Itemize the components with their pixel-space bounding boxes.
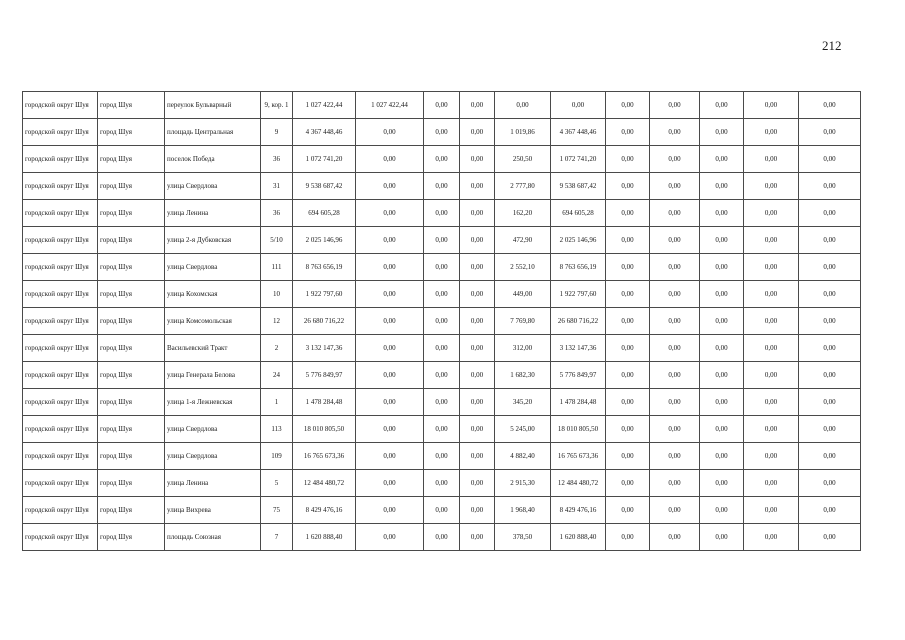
amount-cell: 0,00: [606, 308, 650, 335]
amount-cell: 1 620 888,40: [293, 524, 356, 551]
amount-cell: 4 367 448,46: [551, 119, 606, 146]
table-row: [23, 416, 861, 443]
amount-cell: 0,00: [356, 362, 424, 389]
municipality-cell: городской округ Шуя: [23, 443, 98, 470]
housing-registry-table: [22, 91, 861, 551]
amount-cell: 0,00: [700, 389, 744, 416]
amount-cell: 0,00: [700, 470, 744, 497]
amount-cell: 0,00: [460, 470, 495, 497]
house-number-cell: 109: [261, 443, 293, 470]
amount-cell: 0,00: [744, 146, 799, 173]
amount-cell: 0,00: [356, 281, 424, 308]
municipality-cell: городской округ Шуя: [23, 497, 98, 524]
municipality-cell: городской округ Шуя: [23, 200, 98, 227]
amount-cell: 0,00: [700, 497, 744, 524]
amount-cell: 0,00: [460, 335, 495, 362]
amount-cell: 0,00: [744, 173, 799, 200]
amount-cell: 1 072 741,20: [551, 146, 606, 173]
city-cell: город Шуя: [98, 362, 165, 389]
amount-cell: 4 882,40: [495, 443, 551, 470]
house-number-cell: 9: [261, 119, 293, 146]
amount-cell: 16 765 673,36: [293, 443, 356, 470]
house-number-cell: 111: [261, 254, 293, 281]
table-row: [23, 308, 861, 335]
amount-cell: 0,00: [700, 119, 744, 146]
amount-cell: 0,00: [606, 119, 650, 146]
amount-cell: 0,00: [799, 254, 861, 281]
amount-cell: 0,00: [460, 389, 495, 416]
amount-cell: 0,00: [744, 308, 799, 335]
amount-cell: 2 025 146,96: [551, 227, 606, 254]
amount-cell: 0,00: [460, 92, 495, 119]
amount-cell: 1 968,40: [495, 497, 551, 524]
amount-cell: 0,00: [744, 416, 799, 443]
amount-cell: 0,00: [424, 281, 460, 308]
amount-cell: 694 605,28: [293, 200, 356, 227]
amount-cell: 1 072 741,20: [293, 146, 356, 173]
amount-cell: 0,00: [650, 227, 700, 254]
table-row: [23, 335, 861, 362]
amount-cell: 0,00: [799, 92, 861, 119]
street-cell: улица Комсомольская: [165, 308, 261, 335]
amount-cell: 0,00: [356, 497, 424, 524]
amount-cell: 1 027 422,44: [356, 92, 424, 119]
table-row: [23, 119, 861, 146]
amount-cell: 0,00: [356, 389, 424, 416]
amount-cell: 0,00: [650, 335, 700, 362]
amount-cell: 0,00: [799, 524, 861, 551]
amount-cell: 0,00: [606, 92, 650, 119]
amount-cell: 5 776 849,97: [293, 362, 356, 389]
amount-cell: 0,00: [650, 254, 700, 281]
amount-cell: 0,00: [460, 497, 495, 524]
amount-cell: 0,00: [356, 416, 424, 443]
amount-cell: 345,20: [495, 389, 551, 416]
street-cell: улица Ленина: [165, 470, 261, 497]
amount-cell: 0,00: [650, 281, 700, 308]
amount-cell: 8 763 656,19: [551, 254, 606, 281]
amount-cell: 0,00: [356, 146, 424, 173]
amount-cell: 0,00: [356, 200, 424, 227]
amount-cell: 0,00: [460, 443, 495, 470]
house-number-cell: 5/10: [261, 227, 293, 254]
amount-cell: 0,00: [744, 200, 799, 227]
amount-cell: 472,90: [495, 227, 551, 254]
table-row: [23, 92, 861, 119]
municipality-cell: городской округ Шуя: [23, 173, 98, 200]
amount-cell: 0,00: [700, 308, 744, 335]
city-cell: город Шуя: [98, 335, 165, 362]
amount-cell: 16 765 673,36: [551, 443, 606, 470]
amount-cell: 0,00: [424, 227, 460, 254]
amount-cell: 0,00: [460, 227, 495, 254]
amount-cell: 5 245,00: [495, 416, 551, 443]
amount-cell: 0,00: [650, 200, 700, 227]
amount-cell: 0,00: [424, 389, 460, 416]
amount-cell: 0,00: [700, 362, 744, 389]
city-cell: город Шуя: [98, 497, 165, 524]
municipality-cell: городской округ Шуя: [23, 146, 98, 173]
amount-cell: 0,00: [650, 389, 700, 416]
street-cell: улица Свердлова: [165, 443, 261, 470]
amount-cell: 1 682,30: [495, 362, 551, 389]
amount-cell: 0,00: [799, 173, 861, 200]
amount-cell: 0,00: [700, 146, 744, 173]
city-cell: город Шуя: [98, 443, 165, 470]
city-cell: город Шуя: [98, 254, 165, 281]
municipality-cell: городской округ Шуя: [23, 416, 98, 443]
street-cell: Васильевский Тракт: [165, 335, 261, 362]
amount-cell: 0,00: [744, 389, 799, 416]
amount-cell: 0,00: [700, 281, 744, 308]
amount-cell: 0,00: [606, 281, 650, 308]
municipality-cell: городской округ Шуя: [23, 389, 98, 416]
municipality-cell: городской округ Шуя: [23, 362, 98, 389]
amount-cell: 0,00: [460, 119, 495, 146]
amount-cell: 0,00: [606, 200, 650, 227]
amount-cell: 0,00: [700, 92, 744, 119]
amount-cell: 0,00: [799, 362, 861, 389]
amount-cell: 0,00: [650, 497, 700, 524]
amount-cell: 0,00: [424, 254, 460, 281]
house-number-cell: 10: [261, 281, 293, 308]
amount-cell: 0,00: [356, 335, 424, 362]
amount-cell: 0,00: [424, 173, 460, 200]
amount-cell: 0,00: [744, 443, 799, 470]
amount-cell: 0,00: [700, 227, 744, 254]
city-cell: город Шуя: [98, 227, 165, 254]
house-number-cell: 2: [261, 335, 293, 362]
street-cell: улица Кохомская: [165, 281, 261, 308]
amount-cell: 26 680 716,22: [551, 308, 606, 335]
amount-cell: 0,00: [650, 524, 700, 551]
amount-cell: 0,00: [799, 200, 861, 227]
amount-cell: 0,00: [356, 443, 424, 470]
amount-cell: 0,00: [606, 173, 650, 200]
street-cell: улица 1-я Лежневская: [165, 389, 261, 416]
amount-cell: 0,00: [606, 497, 650, 524]
street-cell: улица Свердлова: [165, 254, 261, 281]
amount-cell: 0,00: [424, 146, 460, 173]
amount-cell: 0,00: [700, 254, 744, 281]
municipality-cell: городской округ Шуя: [23, 119, 98, 146]
amount-cell: 0,00: [650, 416, 700, 443]
amount-cell: 0,00: [606, 389, 650, 416]
amount-cell: 0,00: [424, 443, 460, 470]
house-number-cell: 31: [261, 173, 293, 200]
amount-cell: 0,00: [744, 92, 799, 119]
amount-cell: 1 478 284,48: [293, 389, 356, 416]
table-row: [23, 362, 861, 389]
house-number-cell: 12: [261, 308, 293, 335]
amount-cell: 0,00: [424, 362, 460, 389]
table-row: [23, 470, 861, 497]
amount-cell: 1 922 797,60: [293, 281, 356, 308]
municipality-cell: городской округ Шуя: [23, 92, 98, 119]
amount-cell: 0,00: [356, 119, 424, 146]
street-cell: переулок Бульварный: [165, 92, 261, 119]
city-cell: город Шуя: [98, 92, 165, 119]
amount-cell: 0,00: [744, 497, 799, 524]
amount-cell: 18 010 805,50: [293, 416, 356, 443]
amount-cell: 1 620 888,40: [551, 524, 606, 551]
amount-cell: 4 367 448,46: [293, 119, 356, 146]
street-cell: улица 2-я Дубковская: [165, 227, 261, 254]
amount-cell: 0,00: [460, 281, 495, 308]
amount-cell: 12 484 480,72: [293, 470, 356, 497]
house-number-cell: 1: [261, 389, 293, 416]
amount-cell: 0,00: [424, 92, 460, 119]
street-cell: поселок Победа: [165, 146, 261, 173]
municipality-cell: городской округ Шуя: [23, 281, 98, 308]
amount-cell: 0,00: [650, 146, 700, 173]
amount-cell: 0,00: [650, 470, 700, 497]
amount-cell: 1 478 284,48: [551, 389, 606, 416]
amount-cell: 2 777,80: [495, 173, 551, 200]
amount-cell: 0,00: [700, 173, 744, 200]
amount-cell: 0,00: [460, 146, 495, 173]
amount-cell: 0,00: [356, 254, 424, 281]
amount-cell: 8 429 476,16: [293, 497, 356, 524]
amount-cell: 0,00: [356, 470, 424, 497]
city-cell: город Шуя: [98, 470, 165, 497]
amount-cell: 0,00: [650, 92, 700, 119]
amount-cell: 0,00: [460, 254, 495, 281]
amount-cell: 0,00: [460, 200, 495, 227]
amount-cell: 0,00: [424, 119, 460, 146]
amount-cell: 0,00: [424, 200, 460, 227]
table-row: [23, 497, 861, 524]
amount-cell: 0,00: [700, 335, 744, 362]
amount-cell: 0,00: [356, 308, 424, 335]
amount-cell: 0,00: [606, 146, 650, 173]
amount-cell: 0,00: [650, 173, 700, 200]
amount-cell: 0,00: [424, 497, 460, 524]
amount-cell: 0,00: [744, 227, 799, 254]
table-row: [23, 281, 861, 308]
city-cell: город Шуя: [98, 524, 165, 551]
table-row: [23, 524, 861, 551]
municipality-cell: городской округ Шуя: [23, 308, 98, 335]
house-number-cell: 9, кор. 1: [261, 92, 293, 119]
table-row: [23, 227, 861, 254]
amount-cell: 0,00: [799, 416, 861, 443]
amount-cell: 0,00: [606, 443, 650, 470]
street-cell: улица Ленина: [165, 200, 261, 227]
city-cell: город Шуя: [98, 389, 165, 416]
amount-cell: 3 132 147,36: [293, 335, 356, 362]
table-row: [23, 443, 861, 470]
amount-cell: 3 132 147,36: [551, 335, 606, 362]
city-cell: город Шуя: [98, 416, 165, 443]
amount-cell: 9 538 687,42: [551, 173, 606, 200]
amount-cell: 378,50: [495, 524, 551, 551]
amount-cell: 0,00: [744, 335, 799, 362]
municipality-cell: городской округ Шуя: [23, 254, 98, 281]
municipality-cell: городской округ Шуя: [23, 524, 98, 551]
amount-cell: 0,00: [424, 470, 460, 497]
house-number-cell: 7: [261, 524, 293, 551]
street-cell: улица Свердлова: [165, 173, 261, 200]
amount-cell: 0,00: [460, 416, 495, 443]
amount-cell: 0,00: [460, 173, 495, 200]
amount-cell: 12 484 480,72: [551, 470, 606, 497]
amount-cell: 0,00: [700, 200, 744, 227]
amount-cell: 0,00: [460, 362, 495, 389]
amount-cell: 0,00: [460, 524, 495, 551]
amount-cell: 0,00: [799, 497, 861, 524]
amount-cell: 0,00: [700, 416, 744, 443]
city-cell: город Шуя: [98, 119, 165, 146]
amount-cell: 0,00: [606, 254, 650, 281]
city-cell: город Шуя: [98, 173, 165, 200]
house-number-cell: 5: [261, 470, 293, 497]
amount-cell: 8 763 656,19: [293, 254, 356, 281]
amount-cell: 0,00: [356, 524, 424, 551]
amount-cell: 26 680 716,22: [293, 308, 356, 335]
amount-cell: 2 025 146,96: [293, 227, 356, 254]
city-cell: город Шуя: [98, 200, 165, 227]
amount-cell: 0,00: [799, 335, 861, 362]
amount-cell: 1 027 422,44: [293, 92, 356, 119]
amount-cell: 9 538 687,42: [293, 173, 356, 200]
amount-cell: 2 552,10: [495, 254, 551, 281]
amount-cell: 0,00: [424, 416, 460, 443]
street-cell: улица Свердлова: [165, 416, 261, 443]
amount-cell: 0,00: [799, 308, 861, 335]
amount-cell: 0,00: [799, 227, 861, 254]
amount-cell: 0,00: [606, 227, 650, 254]
amount-cell: 0,00: [700, 524, 744, 551]
amount-cell: 162,20: [495, 200, 551, 227]
amount-cell: 0,00: [606, 524, 650, 551]
municipality-cell: городской округ Шуя: [23, 335, 98, 362]
table-row: [23, 389, 861, 416]
amount-cell: 0,00: [650, 119, 700, 146]
city-cell: город Шуя: [98, 308, 165, 335]
amount-cell: 0,00: [650, 362, 700, 389]
street-cell: площадь Центральная: [165, 119, 261, 146]
amount-cell: 0,00: [495, 92, 551, 119]
amount-cell: 0,00: [744, 281, 799, 308]
city-cell: город Шуя: [98, 281, 165, 308]
table-row: [23, 200, 861, 227]
amount-cell: 449,00: [495, 281, 551, 308]
amount-cell: 0,00: [460, 308, 495, 335]
amount-cell: 1 922 797,60: [551, 281, 606, 308]
municipality-cell: городской округ Шуя: [23, 227, 98, 254]
municipality-cell: городской округ Шуя: [23, 470, 98, 497]
amount-cell: 0,00: [424, 524, 460, 551]
amount-cell: 0,00: [606, 362, 650, 389]
house-number-cell: 24: [261, 362, 293, 389]
amount-cell: 0,00: [700, 443, 744, 470]
amount-cell: 7 769,80: [495, 308, 551, 335]
amount-cell: 0,00: [606, 470, 650, 497]
amount-cell: 0,00: [650, 308, 700, 335]
amount-cell: 5 776 849,97: [551, 362, 606, 389]
table-body: [23, 92, 861, 551]
page-number: 212: [822, 38, 842, 53]
amount-cell: 0,00: [744, 119, 799, 146]
amount-cell: 0,00: [744, 254, 799, 281]
amount-cell: 0,00: [799, 281, 861, 308]
amount-cell: 1 019,86: [495, 119, 551, 146]
amount-cell: 0,00: [799, 146, 861, 173]
amount-cell: 0,00: [799, 443, 861, 470]
amount-cell: 0,00: [606, 335, 650, 362]
amount-cell: 2 915,30: [495, 470, 551, 497]
amount-cell: 694 605,28: [551, 200, 606, 227]
amount-cell: 8 429 476,16: [551, 497, 606, 524]
amount-cell: 0,00: [799, 389, 861, 416]
amount-cell: 0,00: [744, 362, 799, 389]
amount-cell: 250,50: [495, 146, 551, 173]
house-number-cell: 75: [261, 497, 293, 524]
house-number-cell: 36: [261, 200, 293, 227]
amount-cell: 0,00: [744, 524, 799, 551]
city-cell: город Шуя: [98, 146, 165, 173]
amount-cell: 0,00: [356, 173, 424, 200]
amount-cell: 18 010 805,50: [551, 416, 606, 443]
amount-cell: 0,00: [424, 308, 460, 335]
amount-cell: 0,00: [551, 92, 606, 119]
house-number-cell: 113: [261, 416, 293, 443]
amount-cell: 0,00: [799, 470, 861, 497]
amount-cell: 0,00: [799, 119, 861, 146]
amount-cell: 0,00: [424, 335, 460, 362]
table-row: [23, 146, 861, 173]
amount-cell: 0,00: [650, 443, 700, 470]
amount-cell: 0,00: [606, 416, 650, 443]
street-cell: улица Вихрева: [165, 497, 261, 524]
house-number-cell: 36: [261, 146, 293, 173]
amount-cell: 0,00: [356, 227, 424, 254]
street-cell: улица Генерала Белова: [165, 362, 261, 389]
amount-cell: 0,00: [744, 470, 799, 497]
table-row: [23, 173, 861, 200]
amount-cell: 312,00: [495, 335, 551, 362]
street-cell: площадь Союзная: [165, 524, 261, 551]
table-row: [23, 254, 861, 281]
